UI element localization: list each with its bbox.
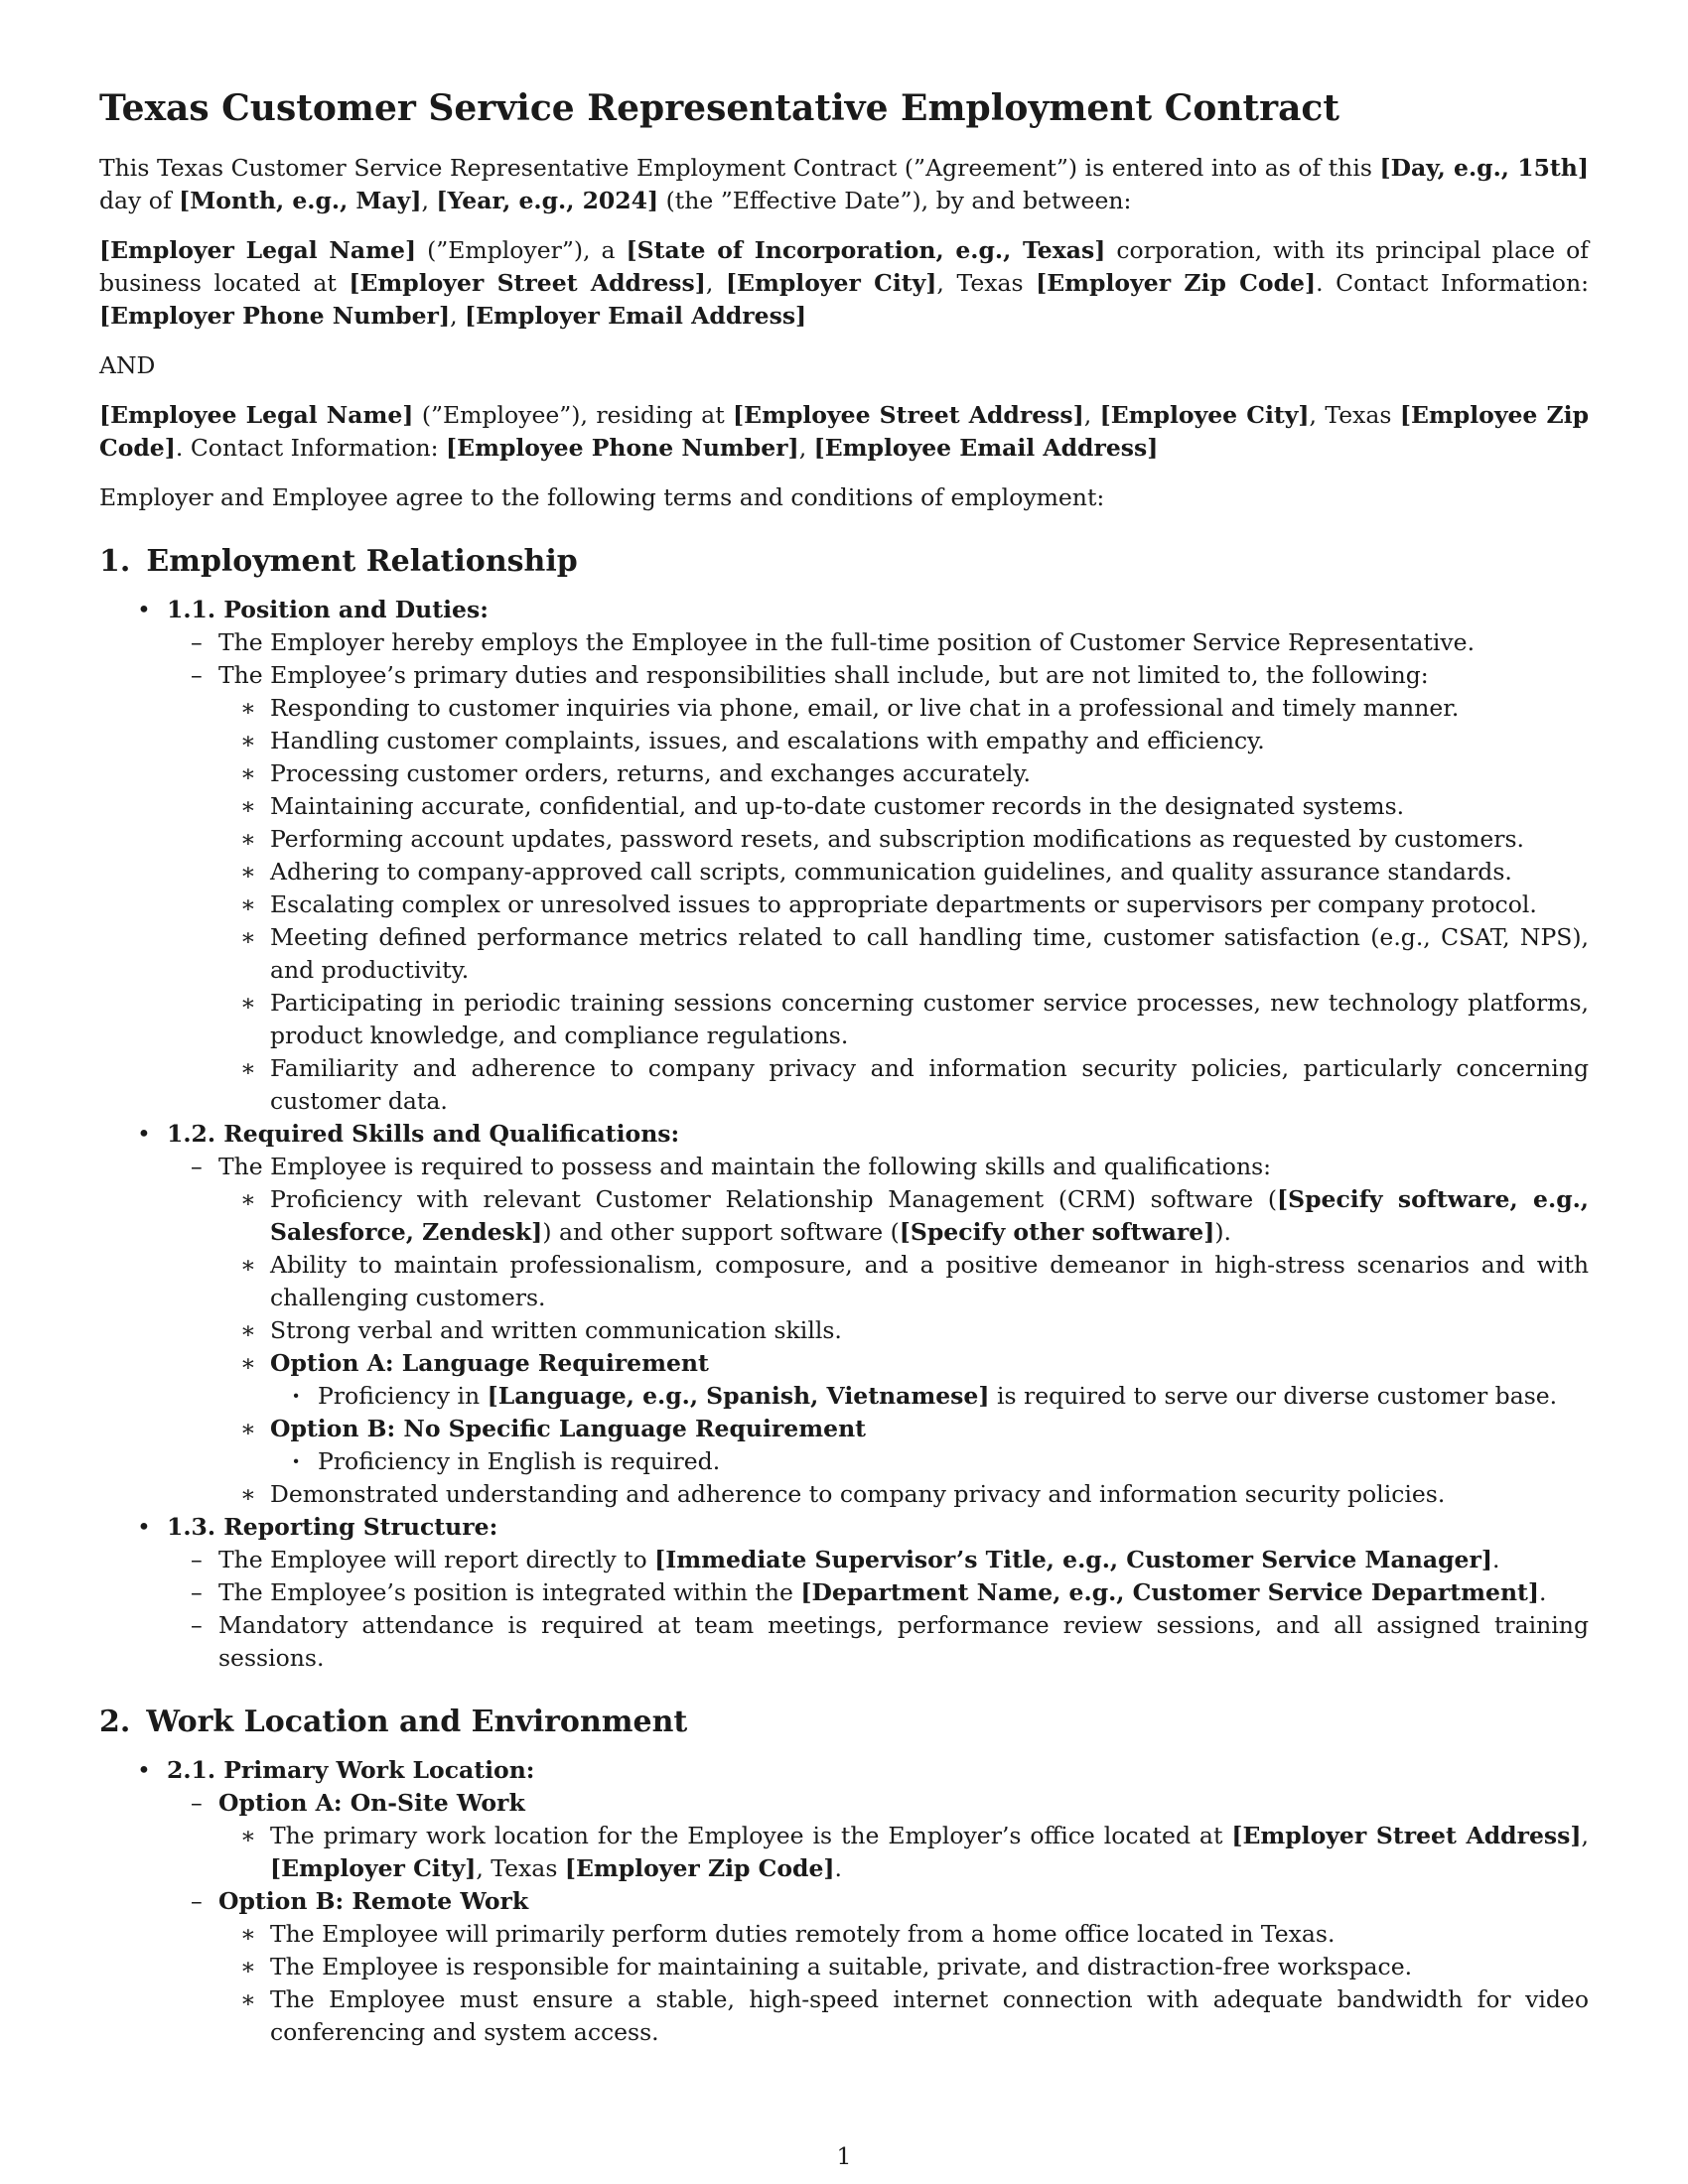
list-item: – The Employer hereby employs the Employee in the full-time position of Customer Service Representative.	[159, 626, 1589, 659]
employer-email-placeholder: [Employer Email Address]	[465, 302, 807, 331]
employer-street-placeholder: [Employer Street Address]	[349, 269, 706, 298]
list-item: · Proficiency in English is required.	[270, 1445, 1589, 1478]
subsection-1-3	[99, 1511, 1589, 1675]
duty-item: ∗ Participating in periodic training sessions concerning customer service processes, new technology platforms, product knowledge, and compliance regulations.	[218, 987, 1589, 1052]
employer-phone-placeholder: [Employer Phone Number]	[99, 302, 451, 331]
language-option-b-heading: Option B: No Specific Language Requirement	[270, 1415, 867, 1443]
subsection-1-1-heading: 1.1. Position and Duties:	[167, 596, 489, 624]
duty-item: ∗ Handling customer complaints, issues, and escalations with empathy and efficiency.	[218, 725, 1589, 757]
agreement-paragraph: Employer and Employee agree to the following terms and conditions of employment:	[99, 483, 1105, 512]
language-option-a-heading: Option A: Language Requirement	[270, 1349, 709, 1378]
list-item: – The Employee is required to possess and maintain the following skills and qualifications: ∗ Proficiency with relevant Customer Relationship Management (CRM) software ([Specify software, e.g., Salesforce, Zendesk]) and other support software ([Specify other software]). ∗ Ability to maintain professionalism, composure, and a positive demeanor in high-stress scenarios and with challenging customers. ∗ Strong verbal and written communication skills. ∗ Option A: Language Requirement · Proficiency in [Language, e.g., Spanish, Vietnamese] is required to serve our diverse customer base. ∗ Option B: No Specific Language Requirement · Proficiency in English is required. ∗ Demonstrated understanding and adherence to company privacy and information security policies.	[159, 1151, 1589, 1511]
duty-item: ∗ Meeting defined performance metrics related to call handling time, customer satisfaction (e.g., CSAT, NPS), and productivity.	[218, 921, 1589, 987]
list-item: – The Employee’s primary duties and responsibilities shall include, but are not limited to, the following: ∗ Responding to customer inquiries via phone, email, or live chat in a professional and timely manner. ∗ Handling customer complaints, issues, and escalations with empathy and efficiency. ∗ Processing customer orders, returns, and exchanges accurately. ∗ Maintaining accurate, confidential, and up-to-date customer records in the designated systems. ∗ Performing account updates, password resets, and subscription modifications as requested by customers. ∗ Adhering to company-approved call scripts, communication guidelines, and quality assurance standards. ∗ Escalating complex or unresolved issues to appropriate departments or supervisors per company protocol. ∗ Meeting defined performance metrics related to call handling time, customer satisfaction (e.g., CSAT, NPS), and productivity. ∗ Participating in periodic training sessions concerning customer service processes, new technology platforms, product knowledge, and compliance regulations. ∗ Familiarity and adherence to company privacy and information security policies, particularly concerning customer data.	[159, 659, 1589, 1118]
document-title: Texas Customer Service Representative Employment Contract	[99, 87, 1339, 129]
employee-city-placeholder: [Employee City]	[1099, 401, 1310, 430]
employer-paragraph: [Employer Legal Name] (”Employer”), a [State of Incorporation, e.g., Texas] corporation, with its principal place of business located at [Employer Street Address], [Employer City], Texas [Employer Zip Code]. Contact Information: [Employer Phone Number], [Employer Email Address]	[99, 236, 1590, 331]
employee-paragraph: [Employee Legal Name] (”Employee”), residing at [Employee Street Address], [Employee City], Texas [Employee Zip Code]. Contact Information: [Employee Phone Number], [Employee Email Address]	[99, 401, 1590, 463]
employee-phone-placeholder: [Employee Phone Number]	[446, 434, 799, 463]
duty-item: ∗ Escalating complex or unresolved issues to appropriate departments or supervisors per company protocol.	[218, 888, 1589, 921]
skill-item: ∗ Proficiency with relevant Customer Relationship Management (CRM) software ([Specify software, e.g., Salesforce, Zendesk]) and other support software ([Specify other software]).	[218, 1183, 1589, 1249]
list-item: ∗ The Employee will primarily perform duties remotely from a home office located in Texas.	[218, 1918, 1589, 1951]
duty-item: ∗ Familiarity and adherence to company privacy and information security policies, particularly concerning customer data.	[218, 1052, 1589, 1118]
subsection-2-1-heading: 2.1. Primary Work Location:	[167, 1756, 535, 1785]
skill-item	[218, 1347, 1589, 1413]
duty-item: ∗ Adhering to company-approved call scripts, communication guidelines, and quality assurance standards.	[218, 856, 1589, 888]
day-placeholder: [Day, e.g., 15th]	[1379, 154, 1589, 183]
section-2-heading: 2. Work Location and Environment	[99, 1705, 688, 1740]
crm-software-placeholder: [Specify software, e.g., Salesforce, Zendesk]	[270, 1185, 1589, 1247]
duty-item: ∗ Performing account updates, password resets, and subscription modifications as requested by customers.	[218, 823, 1589, 856]
onsite-option-heading: Option A: On-Site Work	[218, 1789, 525, 1818]
subsection-1-2-heading: 1.2. Required Skills and Qualifications:	[167, 1120, 680, 1149]
supervisor-title-placeholder: [Immediate Supervisor’s Title, e.g., Customer Service Manager]	[654, 1546, 1492, 1574]
duty-item: ∗ Processing customer orders, returns, and exchanges accurately.	[218, 757, 1589, 790]
month-placeholder: [Month, e.g., May]	[179, 187, 422, 215]
list-item: ∗ The primary work location for the Employee is the Employer’s office located at [Employer Street Address], [Employer City], Texas [Employer Zip Code].	[218, 1820, 1589, 1885]
page-number: 1	[836, 2142, 852, 2170]
duties-list	[218, 692, 1589, 1118]
skills-list	[218, 1183, 1589, 1511]
language-placeholder: [Language, e.g., Spanish, Vietnamese]	[487, 1382, 990, 1411]
duty-item: ∗ Maintaining accurate, confidential, and up-to-date customer records in the designated systems.	[218, 790, 1589, 823]
and-paragraph: AND	[99, 351, 156, 380]
subsection-1-2	[99, 1118, 1589, 1511]
subsection-1-1	[99, 594, 1589, 1118]
section-1-heading: 1. Employment Relationship	[99, 544, 578, 580]
list-item: – The Employee’s position is integrated within the [Department Name, e.g., Customer Service Department].	[159, 1576, 1589, 1609]
subsection-1-3-heading: 1.3. Reporting Structure:	[167, 1513, 498, 1542]
section-2-list	[99, 1754, 1589, 2049]
list-item: – The Employee will report directly to [Immediate Supervisor’s Title, e.g., Customer Service Manager].	[159, 1544, 1589, 1576]
remote-option-heading: Option B: Remote Work	[218, 1887, 529, 1916]
list-item: · Proficiency in [Language, e.g., Spanish, Vietnamese] is required to serve our diverse customer base.	[270, 1380, 1589, 1413]
department-name-placeholder: [Department Name, e.g., Customer Service Department]	[800, 1578, 1540, 1607]
section-1-list	[99, 594, 1589, 1675]
employee-email-placeholder: [Employee Email Address]	[813, 434, 1159, 463]
list-item: ∗ The Employee is responsible for maintaining a suitable, private, and distraction-free workspace.	[218, 1951, 1589, 1983]
document-page	[99, 87, 1589, 2049]
employer-zip-placeholder: [Employer Zip Code]	[1036, 269, 1317, 298]
year-placeholder: [Year, e.g., 2024]	[436, 187, 659, 215]
employee-name-placeholder: [Employee Legal Name]	[99, 401, 414, 430]
skill-item	[218, 1413, 1589, 1478]
intro-paragraph: This Texas Customer Service Representative Employment Contract (”Agreement”) is entered into as of this [Day, e.g., 15th] day of [Month, e.g., May], [Year, e.g., 2024] (the ”Effective Date”), by and between:	[99, 154, 1589, 215]
employer-name-placeholder: [Employer Legal Name]	[99, 236, 417, 265]
subsection-2-1	[99, 1754, 1589, 2049]
skill-item: ∗ Ability to maintain professionalism, composure, and a positive demeanor in high-stress scenarios and with challenging customers.	[218, 1249, 1589, 1314]
employee-zip-placeholder: [Employee Zip Code]	[99, 401, 1590, 463]
duty-item: ∗ Responding to customer inquiries via phone, email, or live chat in a professional and timely manner.	[218, 692, 1589, 725]
skill-item: ∗ Strong verbal and written communication skills.	[218, 1314, 1589, 1347]
employer-zip-placeholder: [Employer Zip Code]	[564, 1854, 835, 1883]
employer-street-placeholder: [Employer Street Address]	[1231, 1822, 1582, 1850]
other-software-placeholder: [Specify other software]	[899, 1218, 1215, 1247]
employer-state-placeholder: [State of Incorporation, e.g., Texas]	[626, 236, 1106, 265]
list-item	[159, 1787, 1589, 1885]
list-item: ∗ The Employee must ensure a stable, high-speed internet connection with adequate bandwidth for video conferencing and system access.	[218, 1983, 1589, 2049]
employer-city-placeholder: [Employer City]	[270, 1854, 477, 1883]
employee-street-placeholder: [Employee Street Address]	[733, 401, 1084, 430]
employer-city-placeholder: [Employer City]	[725, 269, 937, 298]
list-item	[159, 1885, 1589, 2049]
skill-item: ∗ Demonstrated understanding and adherence to company privacy and information security policies.	[218, 1478, 1589, 1511]
list-item: – Mandatory attendance is required at team meetings, performance review sessions, and all assigned training sessions.	[159, 1609, 1589, 1675]
